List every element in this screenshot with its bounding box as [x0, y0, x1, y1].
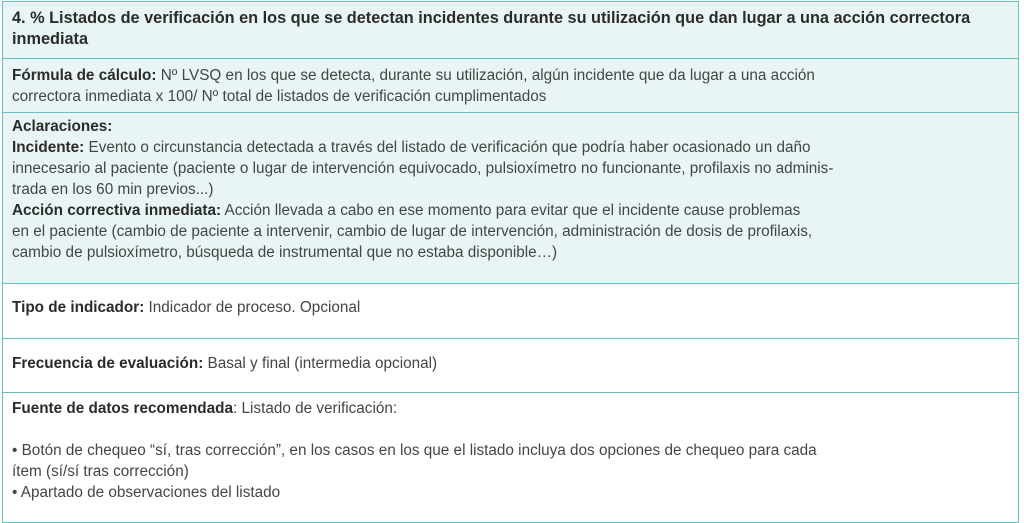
incidente-label: Incidente: [12, 139, 85, 156]
incidente-text-3: trada en los 60 min previos...) [12, 181, 214, 198]
fuente-bullet-2: • Apartado de observaciones del listado [12, 484, 281, 501]
aclaraciones-row [3, 112, 1018, 283]
formula-row [3, 58, 1018, 112]
formula-label: Fórmula de cálculo: [12, 67, 157, 84]
indicator-table [2, 1, 1019, 523]
fuente-bullet-1-line-2: ítem (sí/sí tras corrección) [12, 463, 189, 480]
indicator-title: 4. % Listados de verificación en los que se detectan incidentes durante su utilización que dan lugar a una acción correctora inmediata [12, 9, 971, 48]
incidente-text-1: Evento o circunstancia detectada a través del listado de verificación que podría haber ocasionado un daño [88, 139, 811, 156]
fuente-row [3, 392, 1018, 522]
fuente-label: Fuente de datos recomendada [12, 400, 234, 417]
aclaraciones-heading: Aclaraciones: [12, 118, 113, 135]
accion-label: Acción correctiva inmediata: [12, 202, 222, 219]
accion-text-1: Acción llevada a cabo en ese momento para evitar que el incidente cause problemas [224, 202, 801, 219]
tipo-row [3, 283, 1018, 338]
frecuencia-row [3, 338, 1018, 392]
accion-text-3: cambio de pulsioxímetro, búsqueda de instrumental que no estaba disponible…) [12, 244, 558, 261]
tipo-value: Indicador de proceso. Opcional [148, 299, 361, 316]
frecuencia-value: Basal y final (intermedia opcional) [207, 355, 438, 372]
accion-text-2: en el paciente (cambio de paciente a intervenir, cambio de lugar de intervención, administración de dosis de profilaxis, [12, 223, 813, 240]
formula-text-2: correctora inmediata x 100/ Nº total de listados de verificación cumplimentados [12, 88, 547, 105]
fuente-value: : Listado de verificación: [233, 400, 398, 417]
frecuencia-label: Frecuencia de evaluación: [12, 355, 204, 372]
fuente-bullet-1-line-1: • Botón de chequeo “sí, tras corrección”, en los casos en los que el listado incluya dos opciones de chequeo para cada [12, 442, 817, 459]
title-row [3, 2, 1018, 58]
tipo-label: Tipo de indicador: [12, 299, 145, 316]
incidente-text-2: innecesario al paciente (paciente o lugar de intervención equivocado, pulsioxímetro no funcionante, profilaxis no adminis- [12, 160, 834, 177]
formula-text-1: Nº LVSQ en los que se detecta, durante su utilización, algún incidente que da lugar a una acción [160, 67, 815, 84]
